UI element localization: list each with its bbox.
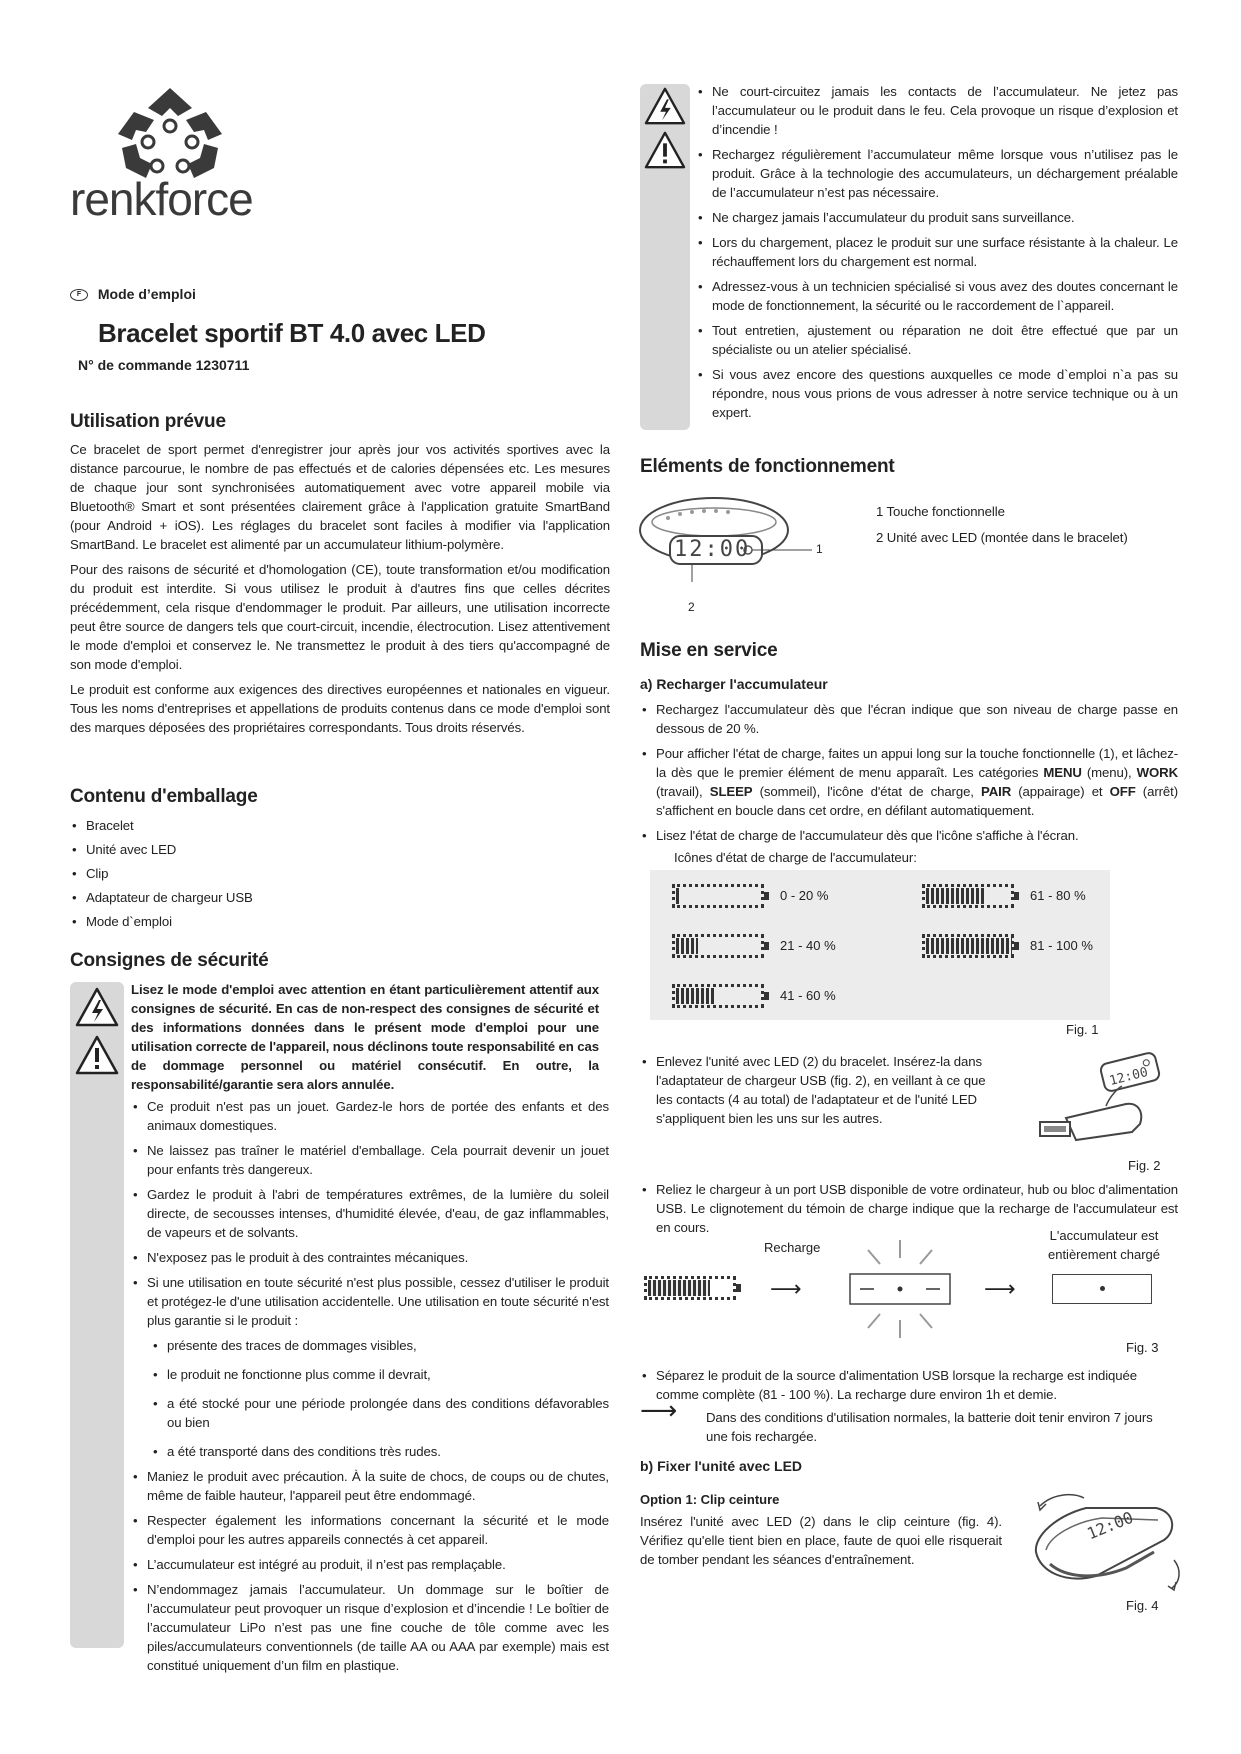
safety-intro: Lisez le mode d'emploi avec attention en étant particulièrement attentif aux consignes de sécurité. En cas de non-respect des consignes de sécurité et des informations données dans le présent mode d'emploi pour une utilisation correcte de l'appareil, nous déclinons toute responsabilité en cas de dommage personnel ou matériel consécutif. En outre, la responsabilité/garantie sera alors annulée.	[131, 982, 600, 1092]
intended-use-p2: Pour des raisons de sécurité et d'homologation (CE), toute transformation et/ou modification du produit est interdite. Si vous utilisez le produit à d'autres fins que celles décrites précédemment, cela risque d'endommager le produit. Par ailleurs, une utilisation incorrecte peut être source de dangers tels que court-circuit, incendie, électrocution. Lisez attentivement le mode d'emploi et conservez le. Ne transmettez le produit à des tiers qu'accompagné de son mode d'emploi.	[70, 562, 610, 672]
icons-label: Icônes d'état de charge de l'accumulateur:	[674, 850, 917, 865]
battery-level-label: 61 - 80 %	[1030, 888, 1086, 903]
battery-level-label: 41 - 60 %	[780, 988, 836, 1003]
list-item: • Mode d`emploi	[70, 912, 470, 931]
subheading-b: b) Fixer l'unité avec LED	[640, 1458, 803, 1474]
package-list	[70, 816, 470, 936]
list-item: • Adaptateur de chargeur USB	[70, 888, 470, 907]
list-item: • Tout entretien, ajustement ou réparation ne doit être effectué que par un spécialiste ou un atelier spécialisé.	[696, 321, 1178, 359]
battery-level-item	[672, 984, 836, 1008]
package-heading: Contenu d'emballage	[70, 786, 258, 807]
list-item: • L’accumulateur est intégré au produit, il n’est pas remplaçable.	[131, 1555, 609, 1574]
intended-use-heading: Utilisation prévue	[70, 411, 226, 432]
subheading-a: a) Recharger l'accumulateur	[640, 676, 828, 692]
list-item: • Unité avec LED	[70, 840, 470, 859]
list-item: • Clip	[70, 864, 470, 883]
list-item: • Ne court-circuitez jamais les contacts de l’accumulateur. Ne jetez pas l’accumulateur ou le produit dans le feu. Cela provoque un risque d’explosion et d’incendie !	[696, 82, 1178, 139]
list-item: • Si vous avez encore des questions auxquelles ce mode d`emploi n`a pas su répondre, nous vous prions de vous adresser à notre service technique ou à un expert.	[696, 365, 1178, 422]
battery-level-label: 0 - 20 %	[780, 888, 829, 903]
list-item: • Adressez-vous à un technicien spécialisé si vous avez des doutes concernant le mode de fonctionnement, la sécurité ou le raccordement de l`appareil.	[696, 277, 1178, 315]
intended-use-p1: Ce bracelet de sport permet d'enregistrer jour après jour vos activités sportives avec la distance parcourue, le nombre de pas effectués et de calories dépensées etc. Les mesures de chaque jour sont synchronisées automatiquement avec votre appareil mobile via Bluetooth® Smart et sont présentées clairement grâce à l'application gratuite SmartBand (pour Android + iOS). Les réglages du bracelet sont faciles à modifier via l'application SmartBand. Le bracelet est alimenté par un accumulateur lithium-polymère.	[70, 442, 610, 552]
setup-list-a	[640, 700, 1178, 847]
battery-icon	[922, 934, 1014, 958]
arrow-right-icon: ⟶	[984, 1276, 1016, 1301]
list-item: • Ne laissez pas traîner le matériel d'emballage. Cela pourrait devenir un jouet pour enfants très dangereux.	[131, 1141, 609, 1179]
lang-label-row	[70, 286, 196, 302]
warning-icons-2	[640, 86, 690, 170]
note-text: Dans des conditions d'utilisation normales, la batterie doit tenir environ 7 jours une fois rechargée.	[706, 1410, 1153, 1444]
battery-level-item	[922, 884, 1086, 908]
battery-levels-figure	[650, 870, 1110, 1020]
list-item: • Enlevez l'unité avec LED (2) du bracelet. Insérez-la dans l'adaptateur de chargeur USB (fig. 2), en veillant à ce que les contacts (4 au total) de l'adaptateur et de l'unité LED s'appliquent bien les uns sur les autres.	[640, 1052, 1005, 1128]
brand-name: renkforce	[70, 173, 253, 225]
doc-title: Bracelet sportif BT 4.0 avec LED	[98, 318, 486, 348]
list-item: • présente des traces de dommages visibles,	[151, 1336, 609, 1355]
intended-use-text	[70, 440, 610, 737]
lang-label: Mode d’emploi	[97, 286, 196, 302]
callout-2: 2	[688, 600, 695, 614]
electric-warning-icon	[643, 86, 687, 126]
exclamation-warning-icon	[643, 130, 687, 170]
elements-heading: Eléments de fonctionnement	[640, 456, 895, 477]
list-item: • Ne chargez jamais l’accumulateur du produit sans surveillance.	[696, 208, 1178, 227]
list-item: • Rechargez l'accumulateur dès que l'écran indique que son niveau de charge passe en dessous de 20 %.	[640, 700, 1178, 738]
intended-use-p3: Le produit est conforme aux exigences des directives européennes et nationales en vigueur. Tous les noms d'entreprises et appellations de produits contenus dans ce mode d'emploi sont des marques déposées des propriétaires correspondants. Tous droits réservés.	[70, 682, 610, 735]
setup-list-d	[640, 1366, 1178, 1410]
battery-level-label: 81 - 100 %	[1030, 938, 1093, 953]
note-arrow-icon: ⟶	[640, 1395, 678, 1425]
setup-list-b	[640, 1052, 1005, 1134]
safety-side-bar	[70, 982, 124, 1648]
order-number: N° de commande 1230711	[78, 357, 250, 373]
charging-sequence-figure	[640, 1228, 1180, 1346]
battery-icon	[672, 884, 764, 908]
charging-battery	[644, 1276, 736, 1300]
list-item: • N’endommagez jamais l’accumulateur. Un dommage sur le boîtier de l’accumulateur peut provoquer un risque d’explosion et d’incendie ! Le boîtier de l’accumulateur LiPo n’est pas une fine couche de tôle comme avec les piles/accumulateurs conventionnels (de taille AA ou AAA par exemple) mais est constitué uniquement d’un film en plastique.	[131, 1580, 609, 1675]
full-charge-label: L'accumulateur est entièrement chargé	[1047, 1228, 1160, 1262]
usb-charger-figure	[1036, 1052, 1176, 1152]
svg-text:12:00: 12:00	[1107, 1064, 1150, 1089]
center-dot-icon	[1100, 1286, 1105, 1291]
list-item: • Rechargez régulièrement l’accumulateur même lorsque vous n’utilisez pas le produit. Grâce à la technologie des accumulateurs, un déchargement préalable de l’accumulateur n’est pas nécessaire.	[696, 145, 1178, 202]
list-item: • Pour afficher l'état de charge, faites un appui long sur la touche fonctionnelle (1), et lâchez-la dès que le premier élément de menu apparaît. Les catégories MENU (menu), WORK (travail), SLEEP (sommeil), l'icône d'état de charge, PAIR (appairage) et OFF (arrêt) s'affichent en boucle dans cet ordre, en défilant automatiquement.	[640, 744, 1178, 820]
battery-icon	[672, 934, 764, 958]
safety-heading: Consignes de sécurité	[70, 950, 269, 971]
fig1-label: Fig. 1	[1066, 1022, 1099, 1037]
battery-icon	[922, 884, 1014, 908]
battery-icon	[672, 984, 764, 1008]
fig4-label: Fig. 4	[1126, 1598, 1159, 1613]
electric-warning-icon	[74, 986, 120, 1028]
warning-icons	[70, 986, 124, 1076]
list-item: • Si une utilisation en toute sécurité n'est plus possible, cessez d'utiliser le produit et protégez-le d'une utilisation accidentelle. Une utilisation en toute sécurité n'est plus garantie si le produit :	[131, 1273, 609, 1330]
list-item: • N'exposez pas le produit à des contraintes mécaniques.	[131, 1248, 609, 1267]
list-item: • a été transporté dans des conditions très rudes.	[151, 1442, 609, 1461]
damage-sublist	[151, 1336, 609, 1461]
fig2-label: Fig. 2	[1128, 1158, 1161, 1173]
safety-list-1	[131, 1097, 609, 1681]
list-item: • a été stocké pour une période prolongée dans des conditions défavorables ou bien	[151, 1394, 609, 1432]
list-item: • le produit ne fonctionne plus comme il devrait,	[151, 1365, 609, 1384]
list-item: • Respecter également les informations concernant la sécurité et le mode d'emploi pour les autres appareils connectés à cet appareil.	[131, 1511, 609, 1549]
list-item: • Reliez le chargeur à un port USB disponible de votre ordinateur, hub ou bloc d'alimentation USB. Le clignotement du témoin de charge indique que la recharge de l'accumulateur est en cours.	[640, 1180, 1178, 1237]
usb-charger-icon	[1036, 1052, 1176, 1152]
belt-clip-icon	[1026, 1488, 1186, 1598]
exclamation-warning-icon	[74, 1034, 120, 1076]
option1-heading: Option 1: Clip ceinture	[640, 1492, 780, 1507]
clip-display: 12:00	[1084, 1507, 1136, 1544]
blinking-display-icon	[840, 1236, 960, 1346]
fig3-label: Fig. 3	[1126, 1340, 1159, 1355]
elements-list	[876, 502, 1176, 547]
battery-level-item	[672, 884, 829, 908]
list-item: • Bracelet	[70, 816, 470, 835]
list-item: 2 Unité avec LED (montée dans le bracelet)	[876, 530, 1128, 545]
battery-level-item	[922, 934, 1093, 958]
list-item: 1 Touche fonctionnelle	[876, 504, 1005, 519]
list-item: • Gardez le produit à l'abri de températures extrêmes, de la lumière du soleil directe, de secousses intenses, d'humidité élevée, d'eau, de gaz inflammables, de vapeurs et de solvants.	[131, 1185, 609, 1242]
list-item: • Lors du chargement, placez le produit sur une surface résistante à la chaleur. Le réchauffement lors du chargement est normal.	[696, 233, 1178, 271]
arrow-right-icon: ⟶	[770, 1276, 802, 1301]
brand-logo	[70, 86, 270, 226]
lang-flag-icon: F	[70, 289, 88, 301]
list-item: • Séparez le produit de la source d'alimentation USB lorsque la recharge est indiquée comme complète (81 - 100 %). La recharge dure environ 1h et demie.	[640, 1366, 1178, 1404]
list-item: • Ce produit n'est pas un jouet. Gardez-le hors de portée des enfants et des animaux domestiques.	[131, 1097, 609, 1135]
option1-text: Insérez l'unité avec LED (2) dans le clip ceinture (fig. 4). Vérifiez qu'elle tient bien en place, faute de quoi elle risquerait de tomber pendant les séances d'entraînement.	[640, 1514, 1002, 1567]
list-item: • Lisez l'état de charge de l'accumulateur dès que l'icône s'affiche à l'écran.	[640, 826, 1178, 845]
bracelet-display: 12:00	[674, 537, 751, 562]
belt-clip-figure	[1026, 1488, 1186, 1598]
battery-level-item	[672, 934, 836, 958]
safety-list-2	[696, 82, 1178, 428]
recharge-label: Recharge	[764, 1240, 821, 1255]
full-display	[1052, 1274, 1152, 1304]
list-item: • Maniez le produit avec précaution. À la suite de chocs, de coups ou de chutes, même de faible hauteur, l'appareil peut être endommagé.	[131, 1467, 609, 1505]
bracelet-figure	[636, 492, 836, 622]
setup-heading: Mise en service	[640, 640, 778, 661]
callout-1: 1	[816, 542, 823, 556]
battery-level-label: 21 - 40 %	[780, 938, 836, 953]
